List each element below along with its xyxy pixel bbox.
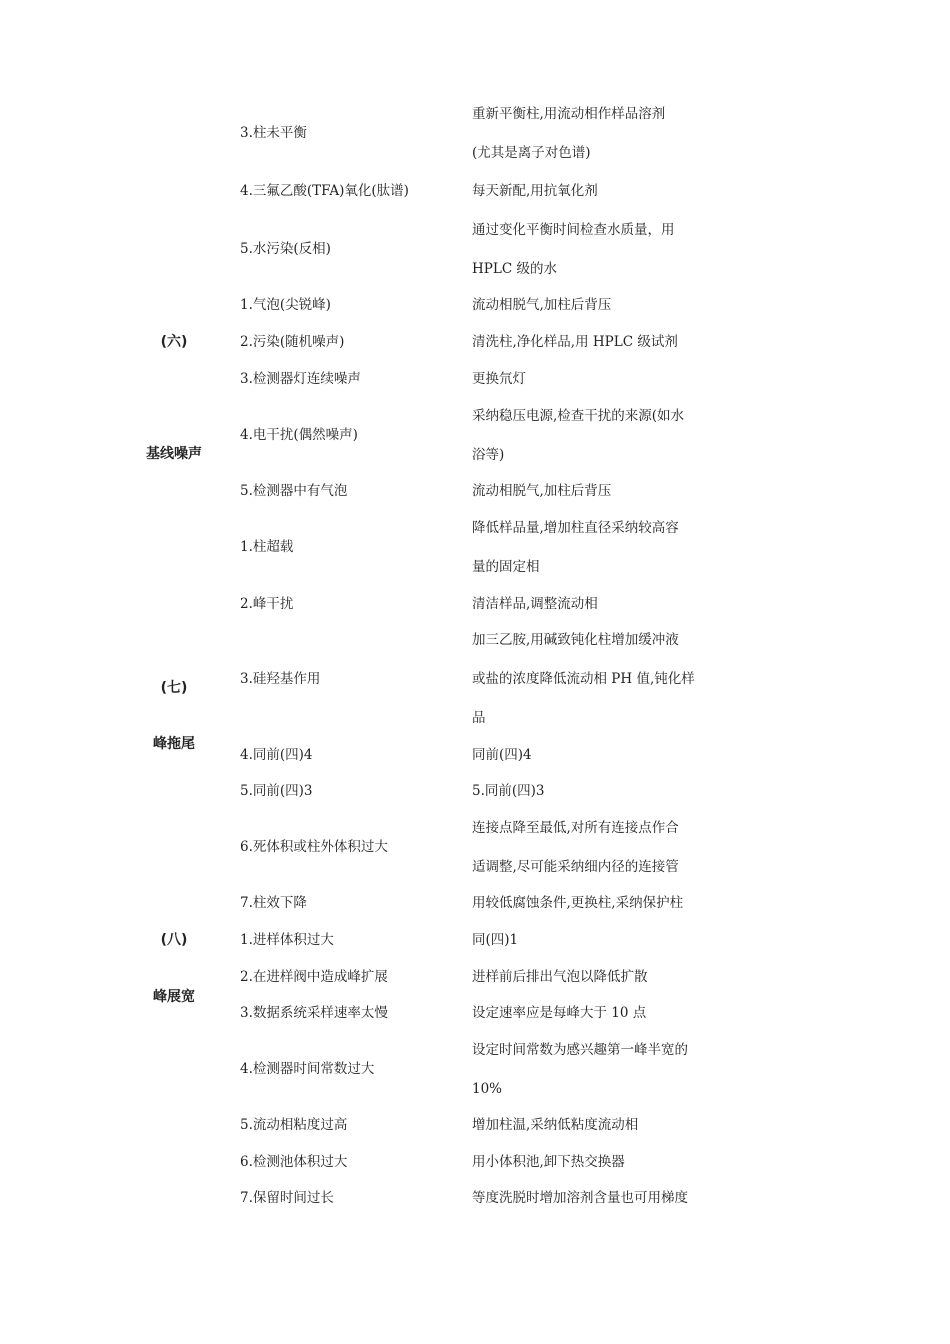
remedy-text: 设定速率应是每峰大于 10 点	[472, 1005, 647, 1021]
cause-text: 5.水污染(反相)	[240, 241, 331, 257]
section-8-title: 峰展宽	[153, 989, 195, 1005]
cause-text: 4.三氟乙酸(TFA)氧化(肽谱)	[240, 183, 409, 199]
remedy-text: 更换氘灯	[472, 371, 526, 387]
remedy-text: 浴等)	[472, 447, 505, 463]
remedy-text: (尤其是离子对色谱)	[472, 145, 591, 161]
section-6-title: 基线噪声	[146, 446, 202, 462]
remedy-text: 设定时间常数为感兴趣第一峰半宽的	[472, 1042, 688, 1058]
remedy-text: 连接点降至最低,对所有连接点作合	[472, 820, 679, 836]
remedy-text: 每天新配,用抗氧化剂	[472, 183, 598, 199]
remedy-text: 量的固定相	[472, 559, 540, 575]
remedy-text: 同(四)1	[472, 932, 519, 948]
cause-text: 4.检测器时间常数过大	[240, 1061, 375, 1077]
remedy-text: 增加柱温,采纳低粘度流动相	[472, 1117, 639, 1133]
remedy-text: 用小体积池,卸下热交换器	[472, 1154, 625, 1170]
section-7-title: 峰拖尾	[153, 736, 195, 752]
remedy-text: 通过变化平衡时间检查水质量，用	[472, 222, 675, 238]
remedy-text: 5.同前(四)3	[472, 783, 545, 799]
remedy-text: HPLC 级的水	[472, 261, 557, 277]
cause-text: 5.流动相粘度过高	[240, 1117, 348, 1133]
remedy-text: 10%	[472, 1081, 503, 1097]
section-6-number: (六)	[160, 334, 188, 350]
remedy-text: 加三乙胺,用碱致钝化柱增加缓冲液	[472, 632, 679, 648]
cause-text: 7.保留时间过长	[240, 1190, 334, 1206]
cause-text: 3.硅羟基作用	[240, 671, 321, 687]
cause-text: 3.柱未平衡	[240, 125, 307, 141]
cause-text: 6.死体积或柱外体积过大	[240, 839, 388, 855]
remedy-text: 清洁样品,调整流动相	[472, 596, 598, 612]
cause-text: 1.柱超载	[240, 539, 294, 555]
cause-text: 3.数据系统采样速率太慢	[240, 1005, 388, 1021]
remedy-text: 等度洗脱时增加溶剂含量也可用梯度	[472, 1190, 688, 1206]
remedy-text: 进样前后排出气泡以降低扩散	[472, 969, 648, 985]
remedy-text: 适调整,尽可能采纳细内径的连接管	[472, 859, 679, 875]
cause-text: 1.进样体积过大	[240, 932, 334, 948]
remedy-text: 品	[472, 710, 486, 726]
cause-text: 1.气泡(尖锐峰)	[240, 297, 331, 313]
cause-text: 5.检测器中有气泡	[240, 483, 348, 499]
cause-text: 2.峰干扰	[240, 596, 294, 612]
cause-text: 2.在进样阀中造成峰扩展	[240, 969, 388, 985]
cause-text: 2.污染(随机噪声)	[240, 334, 345, 350]
cause-text: 5.同前(四)3	[240, 783, 313, 799]
remedy-text: 流动相脱气,加柱后背压	[472, 297, 612, 313]
remedy-text: 采纳稳压电源,检查干扰的来源(如水	[472, 408, 685, 424]
remedy-text: 降低样品量,增加柱直径采纳较高容	[472, 520, 679, 536]
section-8-number: (八)	[160, 932, 188, 948]
cause-text: 6.检测池体积过大	[240, 1154, 348, 1170]
remedy-text: 同前(四)4	[472, 747, 532, 763]
cause-text: 3.检测器灯连续噪声	[240, 371, 361, 387]
remedy-text: 流动相脱气,加柱后背压	[472, 483, 612, 499]
remedy-text: 或盐的浓度降低流动相 PH 值,钝化样	[472, 671, 695, 687]
remedy-text: 用较低腐蚀条件,更换柱,采纳保护柱	[472, 895, 684, 911]
cause-text: 4.电干扰(偶然噪声)	[240, 427, 358, 443]
cause-text: 4.同前(四)4	[240, 747, 313, 763]
section-7-number: (七)	[160, 680, 188, 696]
remedy-text: 重新平衡柱,用流动相作样品溶剂	[472, 106, 666, 122]
cause-text: 7.柱效下降	[240, 895, 307, 911]
remedy-text: 清洗柱,净化样品,用 HPLC 级试剂	[472, 334, 678, 350]
